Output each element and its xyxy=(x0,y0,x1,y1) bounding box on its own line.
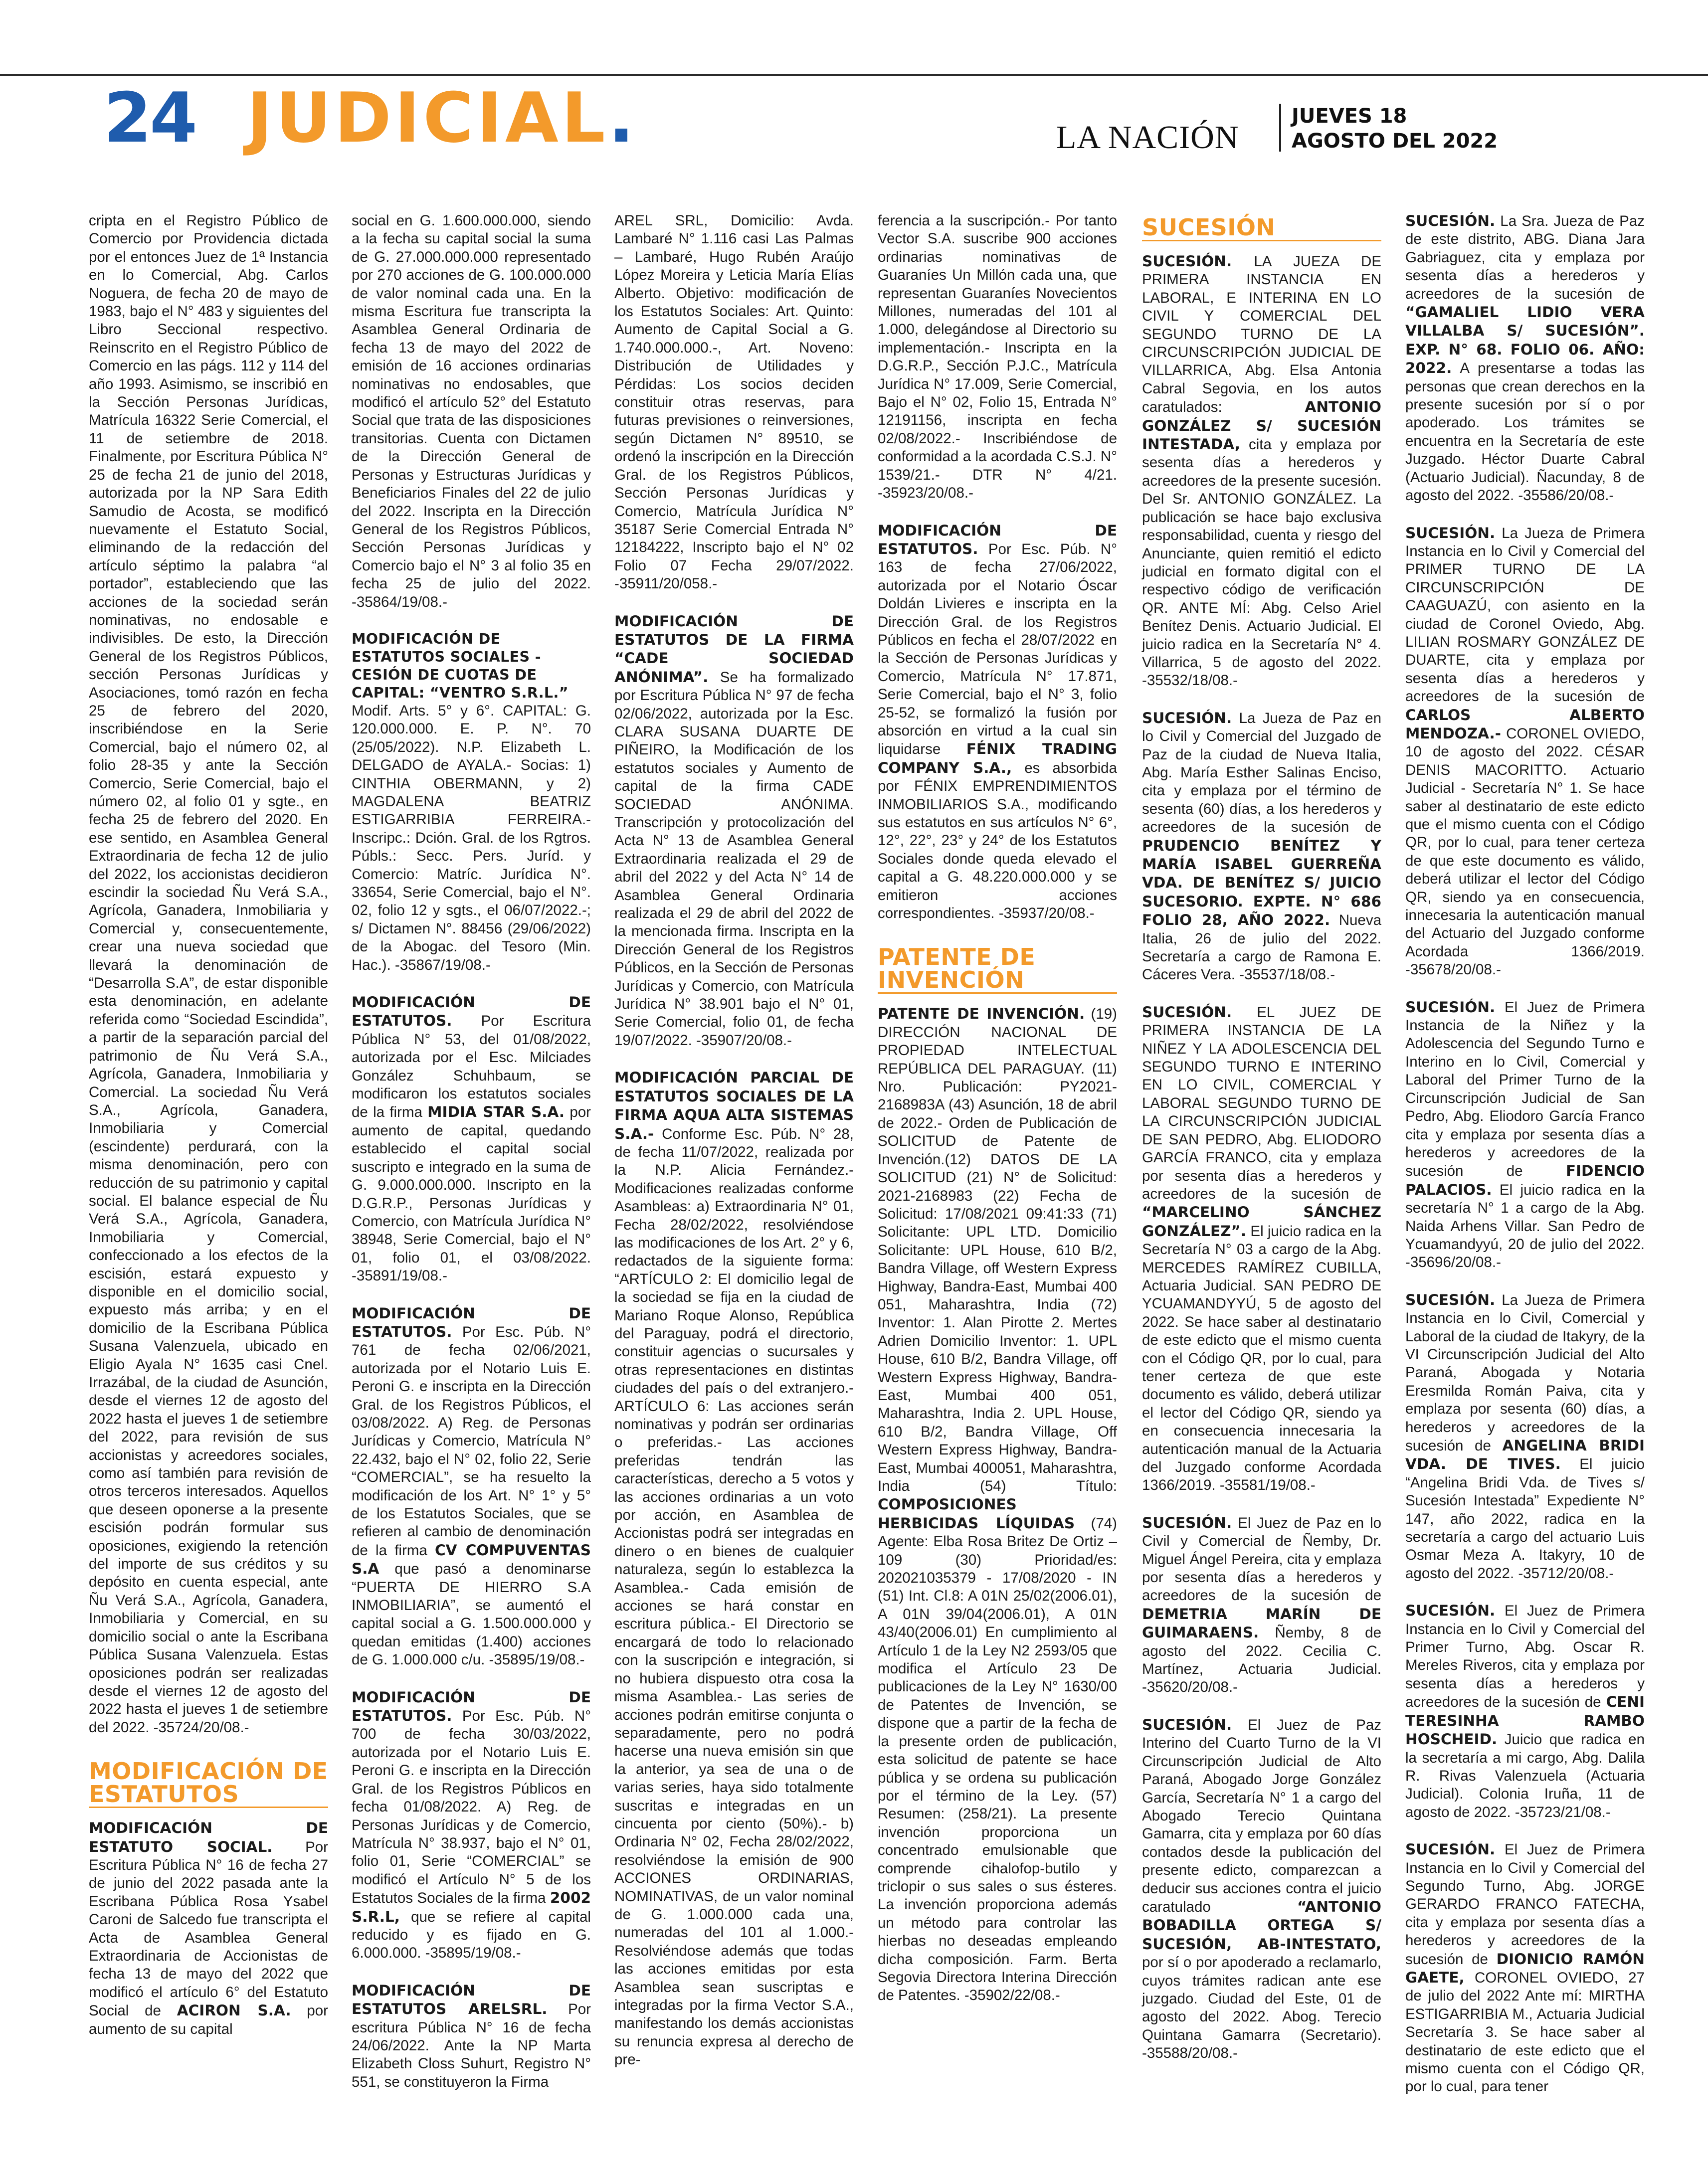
notice-text xyxy=(1405,998,1645,1272)
case-name: PRUDENCIO BENÍTEZ Y MARÍA ISABEL GUERREÑA VDA. DE BENÍTEZ S/ JUICIO SUCESORIO. EXPTE. N° 686 FOLIO 28, AÑO 2022. xyxy=(1142,837,1381,929)
notice-text: Modif. Arts. 5° y 6°. CAPITAL: G. 120.000.000. E. P. N°. 70 (25/05/2022). N.P. Elizabeth L. DELGADO de AYALA.- Socias: 1) CINTHIA OBERMANN, y 2) MAGDALENA BEATRIZ ESTIGARRIBIA FERREIRA.- Inscripc.: Dción. Gral. de los Rgtros. Públs.: Secc. Pers. Juríd. y Comercio: Matríc. Jurídica N°. 33654, Serie Comercial, bajo el N°. 02, folio 12 y sgts., el 06/07/2022.-; s/ Dictamen N°. 88456 (29/06/2022) de la Abogac. del Tesoro (Min. Hac.). -35867/19/08.- xyxy=(352,702,591,973)
case-name: “GAMALIEL LIDIO VERA VILLALBA S/ SUCESIÓN”. EXP. N° 68. FOLIO 06. AÑO: 2022. xyxy=(1405,304,1645,377)
notice-body: es absorbida por FÉNIX EMPRENDIMIENTOS INMOBILIARIOS S.A., modificando sus estatutos en sus artículos N° 6°, 12°, 22°, 23° y 24° de los Estatutos Sociales donde queda elevado el capital a G. 48.220.000.000 y se emitieron acciones correspondientes. -35937/20/08.- xyxy=(878,759,1117,922)
notice-body: La Jueza de Paz en lo Civil y Comercial del Juzgado de Paz de la ciudad de Nueva Italia, Abg. María Esther Salinas Enciso, cita y emplaza por el término de sesenta (60) días, a los herederos y acreedores de la sucesión de xyxy=(1142,710,1381,836)
edition-date xyxy=(1292,104,1498,154)
case-name: ANGELINA BRIDI VDA. DE TIVES. xyxy=(1405,1437,1645,1473)
notice-body: El Juez de Paz Interino del Cuarto Turno de la VI Circunscripción Judicial de Alto Paraná, Abogado Jorge González García, Secretaría N° 1 a cargo del Abogado Terecio Quintana Gamarra, cita y emplaza por 60 días contados desde la publicación del presente edicto, comparezcan a deducir sus acciones contra el juicio caratulado xyxy=(1142,1716,1381,1915)
notice-text xyxy=(1142,252,1381,690)
notice-title: SUCESIÓN. xyxy=(1405,1291,1496,1308)
notice-text xyxy=(878,1005,1117,2004)
notice-text xyxy=(1405,524,1645,979)
company-name: CV COMPUVENTAS S.A xyxy=(352,1541,591,1578)
case-name: DEMETRIA MARÍN DE GUIMARAENS. xyxy=(1142,1605,1381,1641)
notice-title: SUCESIÓN. xyxy=(1142,709,1232,726)
case-name: ANTONIO GONZÁLEZ S/ SUCESIÓN INTESTADA, xyxy=(1142,398,1381,453)
column-3 xyxy=(614,212,854,2069)
section-name: JUDICIAL xyxy=(247,78,608,158)
notice-body: Por Escritura Pública N° 53, del 01/08/2022, autorizada por el Esc. Milciades González Schuhbaum, se modificaron los estatutos sociales de la firma xyxy=(352,1013,591,1121)
notice-body: (74) Agente: Elba Rosa Britez De Ortiz – 109 (30) Prioridad/es: 202021035379 - 17/08/2020 - IN (51) Int. Cl.8: A 01N 25/02(2006.01), A 01N 39/04(2006.01), A 01N 43/40(2006.01) En cumplimiento al Artículo 1 de la Ley N2 2593/05 que modifica el Artículo 23 De publicaciones de la Ley N° 1630/00 de Patentes de Invención, se dispone que a partir de la fecha de la presente orden de publicación, esta solicitud de patente se hace pública y se ordena su publicación por el término de la Ley. (57) Resumen: (258/21). La presente invención proporciona un concentrado emulsionable que comprende cihalofop-butilo y triclopir o sus sales o sus ésteres. La invención proporciona además un método para controlar las hierbas no deseadas empleando dicha composición. Farm. Berta Segovia Directora Interina Dirección de Patentes. -35902/22/08.- xyxy=(878,1515,1117,2004)
notice-title: SUCESIÓN. xyxy=(1142,1514,1232,1531)
notice-text xyxy=(1405,1840,1645,2096)
notice-body: Ñemby, 8 de agosto del 2022. Cecilia C. Martínez, Actuaria Judicial. -35620/20/08.- xyxy=(1142,1625,1381,1696)
notice-text: ferencia a la suscripción.- Por tanto Vector S.A. suscribe 900 acciones ordinarias nominativas de Guaraníes Un Millón cada una, que representan Guaraníes Novecientos Millones, numeradas del 101 al 1.000, delegándose al Directorio su implementación.- Inscripta en la D.G.R.P., Sección P.J.C., Matrícula Jurídica N° 17.009, Serie Comercial, Bajo el N° 02, Folio 15, Entrada N° 12191156, inscripta en fecha 02/08/2022.- Inscribiéndose de conformidad a la acordada C.S.J. N° 1539/21.- DTR N° 4/21. -35923/20/08.- xyxy=(878,212,1117,502)
newspaper-masthead: LA NACIÓN xyxy=(1056,119,1239,156)
notice-title: SUCESIÓN. xyxy=(1142,1003,1232,1021)
company-name: MIDIA STAR S.A. xyxy=(427,1103,565,1121)
notice-text xyxy=(352,1982,591,2091)
notice-body: EL JUEZ DE PRIMERA INSTANCIA DE LA NIÑEZ Y LA ADOLESCENCIA DEL SEGUNDO TURNO E INTERINO EN LO CIVIL, COMERCIAL Y LABORAL SEGUNDO TURNO DE LA CIRCUNSCRIPCIÓN JUDICIAL DE SAN PEDRO, Abg. ELIODORO GARCÍA FRANCO, cita y emplaza por sesenta días a herederos y acreedores de la sucesión de xyxy=(1142,1004,1381,1202)
notice-body: El Juez de Primera Instancia en lo Civil y Comercial del Primer Turno, Abg. Oscar R. Mereles Riveros, cita y emplaza por sesenta días a herederos y acreedores de la sucesión de xyxy=(1405,1603,1645,1711)
column-1 xyxy=(89,212,328,2038)
section-heading-patente: PATENTE DE INVENCIÓN xyxy=(878,945,1117,994)
invention-title: COMPOSICIONES HERBICIDAS LÍQUIDAS xyxy=(878,1496,1075,1532)
page-number: 24 xyxy=(104,78,196,158)
notice-text xyxy=(1142,709,1381,984)
notice-body: Conforme Esc. Púb. N° 28, de fecha 11/07/2022, realizada por la N.P. Alicia Fernández.- Modificaciones realizadas conforme Asambleas: a) Extraordinaria N° 01, Fecha 28/02/2022, resolviéndose las modificaciones de los Art. 2° y 6, redactados de la siguiente forma: “ARTÍCULO 2: El domicilio legal de la sociedad se fija en la ciudad de Mariano Roque Alonso, República del Paraguay, podrá el directorio, constituir agencias o sucursales y otras representaciones en distintas ciudades del país o del extranjero.- ARTÍCULO 6: Las acciones serán nominativas y podrán ser ordinarias o preferidas.- Las acciones preferidas tendrán las características, derecho a 5 votos y las acciones ordinarias a un voto por acción, en Asamblea de Accionistas podrá ser integradas en dinero o en bienes de cualquier naturaleza, según lo establezca la Asamblea.- Cada emisión de acciones se hará constar en escritura pública.- El Directorio se encargará de todo lo relacionado con la suscripción e integración, si no hubiera dispuesto otra cosa la misma Asamblea.- Las series de acciones podrán emitirse conjunta o separadamente, pero no podrá hacerse una nueva emisión sin que la anterior, ya sea de una o de varias series, haya sido totalmente suscritas e integradas en un cincuenta por ciento (50%).- b) Ordinaria N° 02, Fecha 28/02/2022, resolviéndose la emisión de 900 ACCIONES ORDINARIAS, NOMINATIVAS, de un valor nominal de G. 1.000.000 cada una, numeradas del 101 al 1.000.- Resolviéndose además que todas las acciones emitidas por esta Asamblea sean suscriptas e integradas por la firma Vector S.A., manifestando los demás accionistas su renuncia expresa al derecho de pre- xyxy=(614,1125,854,2068)
column-4 xyxy=(878,212,1117,2005)
notice-body: La Sra. Jueza de Paz de este distrito, ABG. Diana Jara Gabriaguez, cita y emplaza por sesenta días a herederos y acreedores de la sucesión de xyxy=(1405,213,1645,302)
notice-text xyxy=(352,1688,591,1963)
notice-body: A presentarse a todas las personas que crean derechos en la presente sucesión por sí o por apoderado. Los trámites se encuentra en la Secretaría de este Juzgado. Héctor Duarte Cabral (Actuario Judicial). Ñacunday, 8 de agosto del 2022. -35586/20/08.- xyxy=(1405,360,1645,504)
notice-text xyxy=(1405,1291,1645,1583)
notice-text xyxy=(1142,1514,1381,1697)
section-heading-sucesion: SUCESIÓN xyxy=(1142,216,1381,241)
case-name: DIONICIO RAMÓN GAETE, xyxy=(1405,1950,1645,1986)
notice-body: El juicio “Angelina Bridi Vda. de Tives s/ Sucesión Intestada” Expediente N° 147, año 2022, radica en la secretaría a cargo del actuario Luis Osmar Meza A. Itakyry, 10 de agosto del 2022. -35712/20/08.- xyxy=(1405,1456,1645,1582)
notice-title: MODIFICACIÓN DE ESTATUTOS. xyxy=(878,522,1117,557)
notice-title: SUCESIÓN. xyxy=(1405,1841,1496,1858)
notice-text xyxy=(614,612,854,1050)
notice-body: El Juez de Paz en lo Civil y Comercial de Ñemby, Dr. Miguel Ángel Pereira, cita y emplaza por sesenta días a herederos y acreedores de la sucesión de xyxy=(1142,1514,1381,1604)
notice-title: MODIFICACIÓN DE ESTATUTOS. xyxy=(352,1688,591,1725)
notice-body: (19) DIRECCIÓN NACIONAL DE PROPIEDAD INTELECTUAL REPÚBLICA DEL PARAGUAY. (11) Nro. Publicación: PY2021-2168983A (43) Asunción, 18 de abril de 2022.- Orden de Publicación de SOLICITUD de Patente de Invención.(12) DATOS DE LA SOLICITUD (21) N° de Solicitud: 2021-2168983 (22) Fecha de Solicitud: 17/08/2021 09:41:33 (71) Solicitante: UPL LTD. Domicilio Solicitante: UPL House, 610 B/2, Bandra Village, off Western Express Highway, Bandra-East, Mumbai 400 051, Maharashtra, India (72) Inventor: 1. Alan Pirotte 2. Mertes Adrien Domicilio Inventor: 1. UPL House, 610 B/2, Bandra Village, off Western Express Highway, Bandra-East, Mumbai 400 051, Maharashtra, India 2. UPL House, 610 B/2, Bandra Village, Off Western Express Highway, Bandra-East, Mumbai 400051, Maharashtra, India (54) Título: xyxy=(878,1006,1117,1494)
notice-title: MODIFICACIÓN DE ESTATUTOS DE LA FIRMA “CADE SOCIEDAD ANÓNIMA”. xyxy=(614,612,854,686)
notice-body: Por Esc. Púb. N° 163 de fecha 27/06/2022, autorizada por el Notario Óscar Doldán Livieres e inscripta en la Dirección Gral. de los Registros Públicos en fecha el 28/07/2022 en la Sección de Personas Jurídicas y Comercio, Matrícula N° 17.871, Serie Comercial, bajo el N° 3, folio 25-52, se formalizó la fusión por absorción en virtud a la cual sin liquidarse xyxy=(878,541,1117,758)
notice-text xyxy=(1142,1716,1381,2063)
company-name: 2002 S.R.L, xyxy=(352,1889,591,1925)
case-name: CARLOS ALBERTO MENDOZA.- xyxy=(1405,706,1645,742)
notice-body: El juicio radica en la secretaría N° 1 a cargo de la Abg. Naida Arhens Villar. San Pedro de Ycuamandyyú, 20 de julio del 2022. -35696/20/08.- xyxy=(1405,1181,1645,1271)
case-name: “ANTONIO BOBADILLA ORTEGA S/ SUCESIÓN, AB-INTESTATO, xyxy=(1142,1898,1381,1953)
notice-text xyxy=(352,1304,591,1669)
notice-text xyxy=(1405,1602,1645,1821)
notice-body: que se refiere al capital reducido y es fijado en G. 6.000.000. -35895/19/08.- xyxy=(352,1908,591,1962)
notice-body: La Jueza de Primera Instancia en lo Civil y Comercial del PRIMER TURNO DE LA CIRCUNSCRIPCIÓN DE CAAGUAZÚ, con asiento en la ciudad de Coronel Oviedo, Abg. LILIAN ROSMARY GONZÁLEZ DE DUARTE, cita y emplaza por sesenta días a herederos y acreedores de la sucesión de xyxy=(1405,525,1645,705)
notice-body: LA JUEZA DE PRIMERA INSTANCIA EN LABORAL, E INTERINA EN LO CIVIL Y COMERCIAL DEL SEGUNDO TURNO DE LA CIRCUNSCRIPCIÓN JUDICIAL DE VILLARRICA, Abg. Elsa Antonia Cabral Segovia, en los autos caratulados: xyxy=(1142,253,1381,416)
case-name: CENI TERESINHA RAMBO HOSCHEID. xyxy=(1405,1693,1645,1748)
notice-body: Por Esc. Púb. N° 700 de fecha 30/03/2022, autorizada por el Notario Luis E. Peroni G. e inscripta en la Dirección Gral. de los Registros Públicos en fecha 01/08/2022. A) Reg. de Personas Jurídicas y de Comercio, Matrícula N° 38.937, bajo el N° 01, folio 01, Serie “COMERCIAL” se modificó el Artículo N° 5 de los Estatutos Sociales de la firma xyxy=(352,1708,591,1907)
notice-title: SUCESIÓN. xyxy=(1405,524,1496,542)
edition-month-year: AGOSTO DEL 2022 xyxy=(1292,130,1498,153)
notice-title: SUCESIÓN. xyxy=(1405,998,1496,1016)
company-name: FÉNIX TRADING COMPANY S.A., xyxy=(878,740,1117,776)
notice-text: AREL SRL, Domicilio: Avda. Lambaré N° 1.116 casi Las Palmas – Lambaré, Hugo Rubén Araújo López Moreira y Leticia María Elías Alberto. Objetivo: modificación de los Estatutos Sociales: Art. Quinto: Aumento de Capital Social a G. 1.740.000.000.-, Art. Noveno: Distribución de Utilidades y Pérdidas: Los socios deciden constituir otras reservas, para futuras previsiones o reinversiones, según Dictamen N° 89510, se ordenó la inscripción en la Dirección Gral. de los Registros Públicos, Sección Personas Jurídicas y Comercio, Matrícula Jurídica N° 35187 Serie Comercial Entrada N° 12184222, Inscripto bajo el N° 02 Folio 07 Fecha 29/07/2022. -35911/20/058.- xyxy=(614,212,854,592)
notice-body: Por escritura Pública N° 16 de fecha 24/06/2022. Ante la NP Marta Elizabeth Closs Suhurt, Registro N° 551, se constituyeron la Firma xyxy=(352,2001,591,2090)
notice-body: Por Esc. Púb. N° 761 de fecha 02/06/2021, autorizada por el Notario Luis E. Peroni G. e inscripta en la Dirección Gral. de los Registros Públicos, el 03/08/2022. A) Reg. de Personas Jurídicas y Comercio, Matrícula N° 22.432, bajo el N° 02, folio 22, Serie “COMERCIAL”, se ha resuelto la modificación de los Art. N° 1° y 5° de los Estatutos Sociales, que se refieren al cambio de denominación de la firma xyxy=(352,1323,591,1559)
notice-body: CORONEL OVIEDO, 27 de julio del 2022 Ante mí: MIRTHA ESTIGARRIBIA M., Actuaria Judicial Secretaría 3. Se hace saber al destinatario de este edicto que el mismo cuenta con el Código QR, por lo cual, para tener xyxy=(1405,1969,1645,2095)
notice-body: La Jueza de Primera Instancia en lo Civil, Comercial y Laboral de la ciudad de Itakyry, de la VI Circunscripción Judicial del Alto Paraná, Abogada y Notaria Eresmilda Román Paiva, cita y emplaza por sesenta (60) días, a herederos y acreedores de la sucesión de xyxy=(1405,1291,1645,1454)
notice-text xyxy=(1142,1003,1381,1495)
notice-text xyxy=(614,1069,854,2069)
notice-body: El juicio radica en la Secretaría N° 03 a cargo de la Abg. MERCEDES RAMÍREZ CUBILLA, Actuaria Judicial. SAN PEDRO DE YCUAMANDYYÚ, 5 de agosto del 2022. Se hace saber al destinatario de este edicto que el mismo cuenta con el Código QR, por lo cual, para tener certeza de que este documento es válido, deberá utilizar el lector del Código QR, siendo ya en consecuencia innecesaria la autenticación manual de la Actuaria del Juzgado conforme Acordada 1366/2019. -35581/19/08.- xyxy=(1142,1223,1381,1494)
case-name: “MARCELINO SÁNCHEZ GONZÁLEZ”. xyxy=(1142,1204,1381,1240)
header-rule xyxy=(0,74,1708,76)
notice-title: MODIFICACIÓN DE ESTATUTOS. xyxy=(352,994,591,1030)
notice-body: El Juez de Primera Instancia en lo Civil y Comercial del Segundo Turno, Abg. JORGE GERARDO FRANCO FATECHA, cita y emplaza por sesenta días a herederos y acreedores de la sucesión de xyxy=(1405,1841,1645,1968)
notice-body: Nueva Italia, 26 de julio del 2022. Secretaría a cargo de Ramona E. Cáceres Vera. -35537/18/08.- xyxy=(1142,912,1381,983)
notice-title: MODIFICACIÓN PARCIAL DE ESTATUTOS SOCIALES DE LA FIRMA AQUA ALTA SISTEMAS S.A.- xyxy=(614,1069,854,1142)
notice-title: SUCESIÓN. xyxy=(1405,1602,1496,1620)
notice-text: social en G. 1.600.000.000, siendo a la fecha su capital social la suma de G. 27.000.000.000 representado por 270 acciones de G. 100.000.000 de valor nominal cada una. En la misma Escritura fue transcripta la Asamblea General Ordinaria de fecha 13 de mayo del 2022 de emisión de 16 acciones ordinarias nominativas no endosables, que modificó el artículo 52° del Estatuto Social que trata de las disposiciones transitorias. Cuenta con Dictamen de la Dirección General de Personas y Estructuras Jurídicas y Beneficiarios Finales del 22 de julio del 2022. Inscripta en la Dirección General de los Registros Públicos, Sección Personas Jurídicas y Comercio bajo el N° 3 al folio 35 en fecha 25 de julio del 2022. -35864/19/08.- xyxy=(352,212,591,610)
section-dot: . xyxy=(608,78,638,158)
column-2 xyxy=(352,212,591,2091)
notice-text xyxy=(352,993,591,1285)
notice-text xyxy=(878,522,1117,923)
notice-title: MODIFICACIÓN DE ESTATUTO SOCIAL. xyxy=(89,1819,328,1855)
company-name: ACIRON S.A. xyxy=(177,2002,291,2019)
masthead-divider xyxy=(1279,104,1281,152)
notice-body: por aumento de su capital xyxy=(89,2002,328,2037)
notice-title: SUCESIÓN. xyxy=(1142,253,1232,270)
edition-weekday: JUEVES 18 xyxy=(1292,105,1407,128)
column-5 xyxy=(1142,212,1381,2063)
column-6 xyxy=(1405,212,1645,2096)
notice-body: que pasó a denominarse “PUERTA DE HIERRO S.A INMOBILIARIA”, se aumentó el capital social a G. 1.500.000.000 y quedan emitidas (1.400) acciones de G. 1.000.000 c/u. -35895/19/08.- xyxy=(352,1561,591,1668)
notice-body: Por Escritura Pública N° 16 de fecha 27 de junio del 2022 pasada ante la Escribana Pública Rosa Ysabel Caroni de Salcedo fue transcripta el Acta de Asamblea General Extraordinaria de Accionistas de fecha 13 de mayo del 2022 que modificó el artículo 6° del Estatuto Social de xyxy=(89,1838,328,2019)
notice-text xyxy=(1405,212,1645,505)
notice-title: MODIFICACIÓN DE ESTATUTOS ARELSRL. xyxy=(352,1982,591,2018)
case-name: FIDENCIO PALACIOS. xyxy=(1405,1162,1645,1198)
section-heading-modificacion: MODIFICACIÓN DE ESTATUTOS xyxy=(89,1758,328,1808)
notice-body: Juicio que radica en la secretaría a mi cargo, Abg. Dalila R. Rivas Valenzuela (Actuaria Judicial). Colonia Iruña, 11 de agosto de 2022. -35723/21/08.- xyxy=(1405,1731,1645,1820)
notice-title: SUCESIÓN. xyxy=(1142,1716,1232,1733)
notice-text xyxy=(89,1819,328,2038)
notice-body: por aumento de capital, quedando establecido el capital social suscripto e integrado en la suma de G. 9.000.000.000. Inscripto en la D.G.R.P., Personas Jurídicas y Comercio, con Matrícula Jurídica N° 38948, Serie Comercial, bajo el N° 01, folio 01, el 03/08/2022. -35891/19/08.- xyxy=(352,1104,591,1284)
notice-title: SUCESIÓN. xyxy=(1405,212,1496,229)
notice-title: MODIFICACIÓN DE ESTATUTOS. xyxy=(352,1304,591,1340)
notice-body: CORONEL OVIEDO, 10 de agosto del 2022. CÉSAR DENIS MACORITTO. Actuario Judicial - Secretaría N° 1. Se hace saber al destinatario de este edicto que el mismo cuenta con el Código QR, por lo cual, para tener certeza de que este documento es válido, deberá utilizar el lector del Código QR, siendo ya en consecuencia, innecesaria la autenticación manual del Actuario del Juzgado conforme Acordada 1366/2019. -35678/20/08.- xyxy=(1405,725,1645,978)
notice-body: cita y emplaza por sesenta días a herederos y acreedores de la presente sucesión. Del Sr. ANTONIO GONZÁLEZ. La publicación se hace bajo exclusiva responsabilidad, cuenta y riesgo del Anunciante, quien remitió el edicto judicial en formato digital con el respectivo código de verificación QR. ANTE MÍ: Abg. Celso Ariel Benítez Denis. Actuario Judicial. El juicio radica en la Secretaría N° 4. Villarrica, 5 de agosto del 2022. -35532/18/08.- xyxy=(1142,436,1381,689)
notice-body: Se ha formalizado por Escritura Pública N° 97 de fecha 02/06/2022, autorizada por la Esc. CLARA SUSANA DUARTE DE PIÑEIRO, la Modificación de los estatutos sociales y Aumento de capital de la firma CADE SOCIEDAD ANÓNIMA. Transcripción y protocolización del Acta N° 13 de Asamblea General Extraordinaria realizada el 29 de abril del 2022 y del Acta N° 14 de Asamblea General Ordinaria realizada el 29 de abril del 2022 de la mencionada firma. Inscripta en la Dirección General de los Registros Públicos, en la Sección de Personas Jurídicas y Comercio, con Matrícula Jurídica N° 38.901 bajo el N° 01, Serie Comercial, folio 01, de fecha 19/07/2022. -35907/20/08.- xyxy=(614,669,854,1049)
notice-title: MODIFICACIÓN DE ESTATUTOS SOCIALES - CESIÓN DE CUOTAS DE CAPITAL: “VENTRO S.R.L.” xyxy=(352,630,569,701)
notice-title: PATENTE DE INVENCIÓN. xyxy=(878,1005,1085,1023)
section-title xyxy=(247,78,638,158)
notice-text: cripta en el Registro Público de Comercio por Providencia dictada por el entonces Juez de 1ª Instancia en lo Comercial, Abg. Carlos Noguera, de fecha 20 de mayo de 1983, bajo el N° 483 y siguientes del Libro Seccional respectivo. Reinscrito en el Registro Público de Comercio en las págs. 112 y 114 del año 1993. Asimismo, se inscribió en la Sección Personas Jurídicas, Matrícula 16322 Serie Comercial, el 11 de setiembre de 2018. Finalmente, por Escritura Pública N° 25 de fecha 21 de junio del 2018, autorizada por la NP Sara Edith Samudio de Acosta, se modificó nuevamente el Estatuto Social, eliminando de la redacción del artículo séptimo la palabra “al portador”, estableciendo que las acciones de la sociedad serán nominativas, no endosable e indivisibles. De esto, la Dirección General de los Registros Públicos, sección Personas Jurídicas y Asociaciones, tomó razón en fecha 25 de febrero del 2020, inscribiéndose en la Serie Comercial, bajo el número 02, al folio 28-35 y ante la Sección Comercio, Serie Comercial, bajo el número 02, al folio 01 y sgte., en fecha 25 de febrero del 2020. En ese sentido, en Asamblea General Extraordinaria de fecha 12 de julio del 2022, los accionistas decidieron escindir la sociedad Ñu Verá S.A., Agrícola, Ganadera, Inmobiliaria y Comercial y, consecuentemente, crear una nueva sociedad que llevará la denominación de “Desarrolla S.A”, de estar disponible esta denominación, en adelante referida como “Sociedad Escindida”, a partir de la separación parcial del patrimonio de Ñu Verá S.A., Agrícola, Ganadera, Inmobiliaria y Comercial. La sociedad Ñu Verá S.A., Agrícola, Ganadera, Inmobiliaria y Comercial (escindente) perdurará, con la misma denominación, pero con reducción de su patrimonio y capital social. El balance especial de Ñu Verá S.A., Agrícola, Ganadera, Inmobiliaria y Comercial, confeccionado a los efectos de la escisión, estará expuesto y disponible en el domicilio social, expuesto más arriba; y en el domicilio de la Escribana Pública Susana Valenzuela, ubicado en Eligio Ayala N° 1635 casi Cnel. Irrazábal, de la ciudad de Asunción, desde el viernes 12 de agosto del 2022 hasta el jueves 1 de setiembre del 2022, para revisión de sus accionistas y acreedores sociales, como así también para revisión de otros terceros interesados. Aquellos que deseen oponerse a la presente escisión podrán formular sus oposiciones, exigiendo la retención del importe de sus créditos y su depósito en cuenta especial, ante Ñu Verá S.A., Agrícola, Ganadera, Inmobiliaria y Comercial, en su domicilio social o ante la Escribana Pública Susana Valenzuela. Estas oposiciones podrán ser realizadas desde el viernes 12 de agosto del 2022 hasta el jueves 1 de setiembre del 2022. -35724/20/08.- xyxy=(89,212,328,1736)
notice-body: El Juez de Primera Instancia de la Niñez y la Adolescencia del Segundo Turno e Interino en lo Civil, Comercial y Laboral del Primer Turno de la Circunscripción Judicial de San Pedro, Abg. Eliodoro García Franco cita y emplaza por sesenta días a herederos y acreedores de la sucesión de xyxy=(1405,999,1645,1180)
notice-body: por sí o por apoderado a reclamarlo, cuyos trámites radican ante ese juzgado. Ciudad del Este, 01 de agosto del 2022. Abog. Terecio Quintana Gamarra (Secretario). -35588/20/08.- xyxy=(1142,1954,1381,2062)
